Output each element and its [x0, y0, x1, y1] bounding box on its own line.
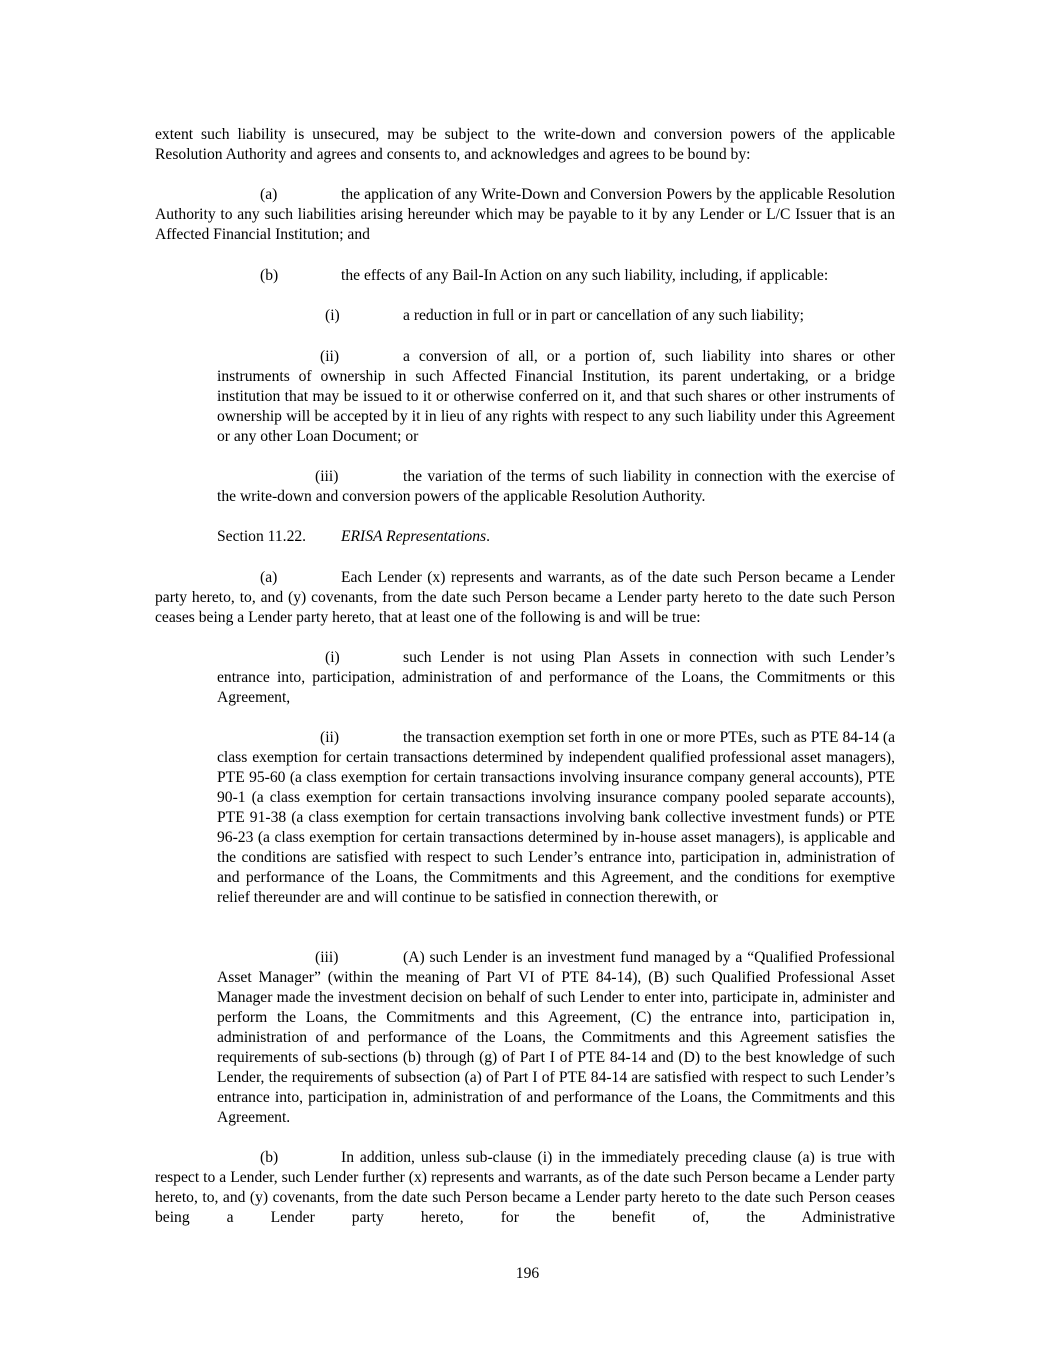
subclause-ii-conversion: [217, 347, 895, 447]
clause-label: (a): [260, 569, 278, 586]
clause-label: (i): [325, 649, 340, 666]
clause-b-bailin: [155, 266, 895, 286]
subclause-i-plan-assets: [217, 648, 895, 708]
clause-label: (i): [325, 307, 340, 324]
clause-label: (ii): [320, 348, 340, 365]
subclause-ii-ptes: [217, 728, 895, 908]
clause-label: (ii): [320, 729, 340, 746]
clause-text: Each Lender (x) represents and warrants, as of the date such Person became a Lender party hereto, to, and (y) covenants, from the date such Person became a Lender party hereto to the date such Person ceases being a Lender party hereto, that at least one of the following is and will be true:: [155, 569, 895, 626]
clause-label: (iii): [315, 949, 339, 966]
clause-text: the transaction exemption set forth in one or more PTEs, such as PTE 84-14 (a class exemption for certain transactions determined by independent qualified professional asset managers), PTE 95-60 (a class exemption for certain transactions involving insurance company general accounts), PTE 90-1 (a class exemption for certain transactions involving insurance company pooled separate accounts), PTE 91-38 (a class exemption for certain transactions involving bank collective investment funds) or PTE 96-23 (a class exemption for certain transactions determined by in-house asset managers), is applicable and the conditions are satisfied with respect to such Lender’s entrance into, participation in, administration of and performance of the Loans, the Commitments and this Agreement, and the conditions for exemptive relief thereunder are and will continue to be satisfied in connection therewith, or: [217, 729, 895, 906]
clause-text: the variation of the terms of such liability in connection with the exercise of the write-down and conversion powers of the applicable Resolution Authority.: [217, 468, 895, 505]
section-number: Section 11.22.: [217, 528, 307, 545]
subclause-i-reduction: [217, 306, 895, 326]
section-title: ERISA Representations: [341, 528, 487, 545]
clause-text: such Lender is not using Plan Assets in connection with such Lender’s entrance into, participation, administration of and performance of the Loans, the Commitments or this Agreement,: [217, 649, 895, 706]
clause-label: (iii): [315, 468, 339, 485]
clause-label: (b): [260, 1149, 279, 1166]
clause-b-erisa: [155, 1148, 895, 1228]
page-number: 196: [515, 1265, 540, 1282]
paragraph-continuation: [155, 125, 895, 165]
clause-a-erisa: [155, 568, 895, 628]
clause-label: (b): [260, 267, 279, 284]
clause-a-writedown: [155, 185, 895, 245]
paragraph-text: extent such liability is unsecured, may be subject to the write-down and conversion powers of the applicable Resolution Authority and agrees and consents to, and acknowledges and agrees to be bound by:: [155, 126, 895, 163]
clause-text: (A) such Lender is an investment fund managed by a “Qualified Professional Asset Manager” (within the meaning of Part VI of PTE 84-14), (B) such Qualified Professional Asset Manager made the investment decision on behalf of such Lender to enter into, participate in, administer and perform the Loans, the Commitments and this Agreement, (C) the entrance into, participation in, administration of and performance of the Loans, the Commitments and this Agreement satisfies the requirements of sub-sections (b) through (g) of Part I of PTE 84-14 and (D) to the best knowledge of such Lender, the requirements of subsection (a) of Part I of PTE 84-14 are satisfied with respect to such Lender’s entrance into, participation in, administration of and performance of the Loans, the Commitments and this Agreement.: [217, 949, 895, 1126]
clause-text: a conversion of all, or a portion of, such liability into shares or other instruments of ownership in such Affected Financial Institution, its parent undertaking, or a bridge institution that may be issued to it or otherwise conferred on it, and that such shares or other instruments of ownership will be accepted by it in lieu of any rights with respect to any such liability under this Agreement or any other Loan Document; or: [217, 348, 895, 445]
subclause-iii-qpam: [217, 948, 895, 1128]
clause-text: the effects of any Bail-In Action on any such liability, including, if applicable:: [341, 267, 829, 284]
clause-label: (a): [260, 186, 278, 203]
clause-text: the application of any Write-Down and Conversion Powers by the applicable Resolution Authority to any such liabilities arising hereunder which may be payable to it by any Lender or L/C Issuer that is an Affected Financial Institution; and: [155, 186, 895, 243]
clause-text: In addition, unless sub-clause (i) in the immediately preceding clause (a) is true with respect to a Lender, such Lender further (x) represents and warrants, as of the date such Person became a Lender party hereto, to, and (y) covenants, from the date such Person became a Lender party hereto to the date such Person ceases being a Lender party hereto, for the benefit of, the Administrative: [155, 1149, 895, 1226]
section-heading: [217, 527, 895, 547]
subclause-iii-variation: [217, 467, 895, 507]
section-title-period: .: [486, 528, 490, 545]
clause-text: a reduction in full or in part or cancellation of any such liability;: [403, 307, 804, 324]
